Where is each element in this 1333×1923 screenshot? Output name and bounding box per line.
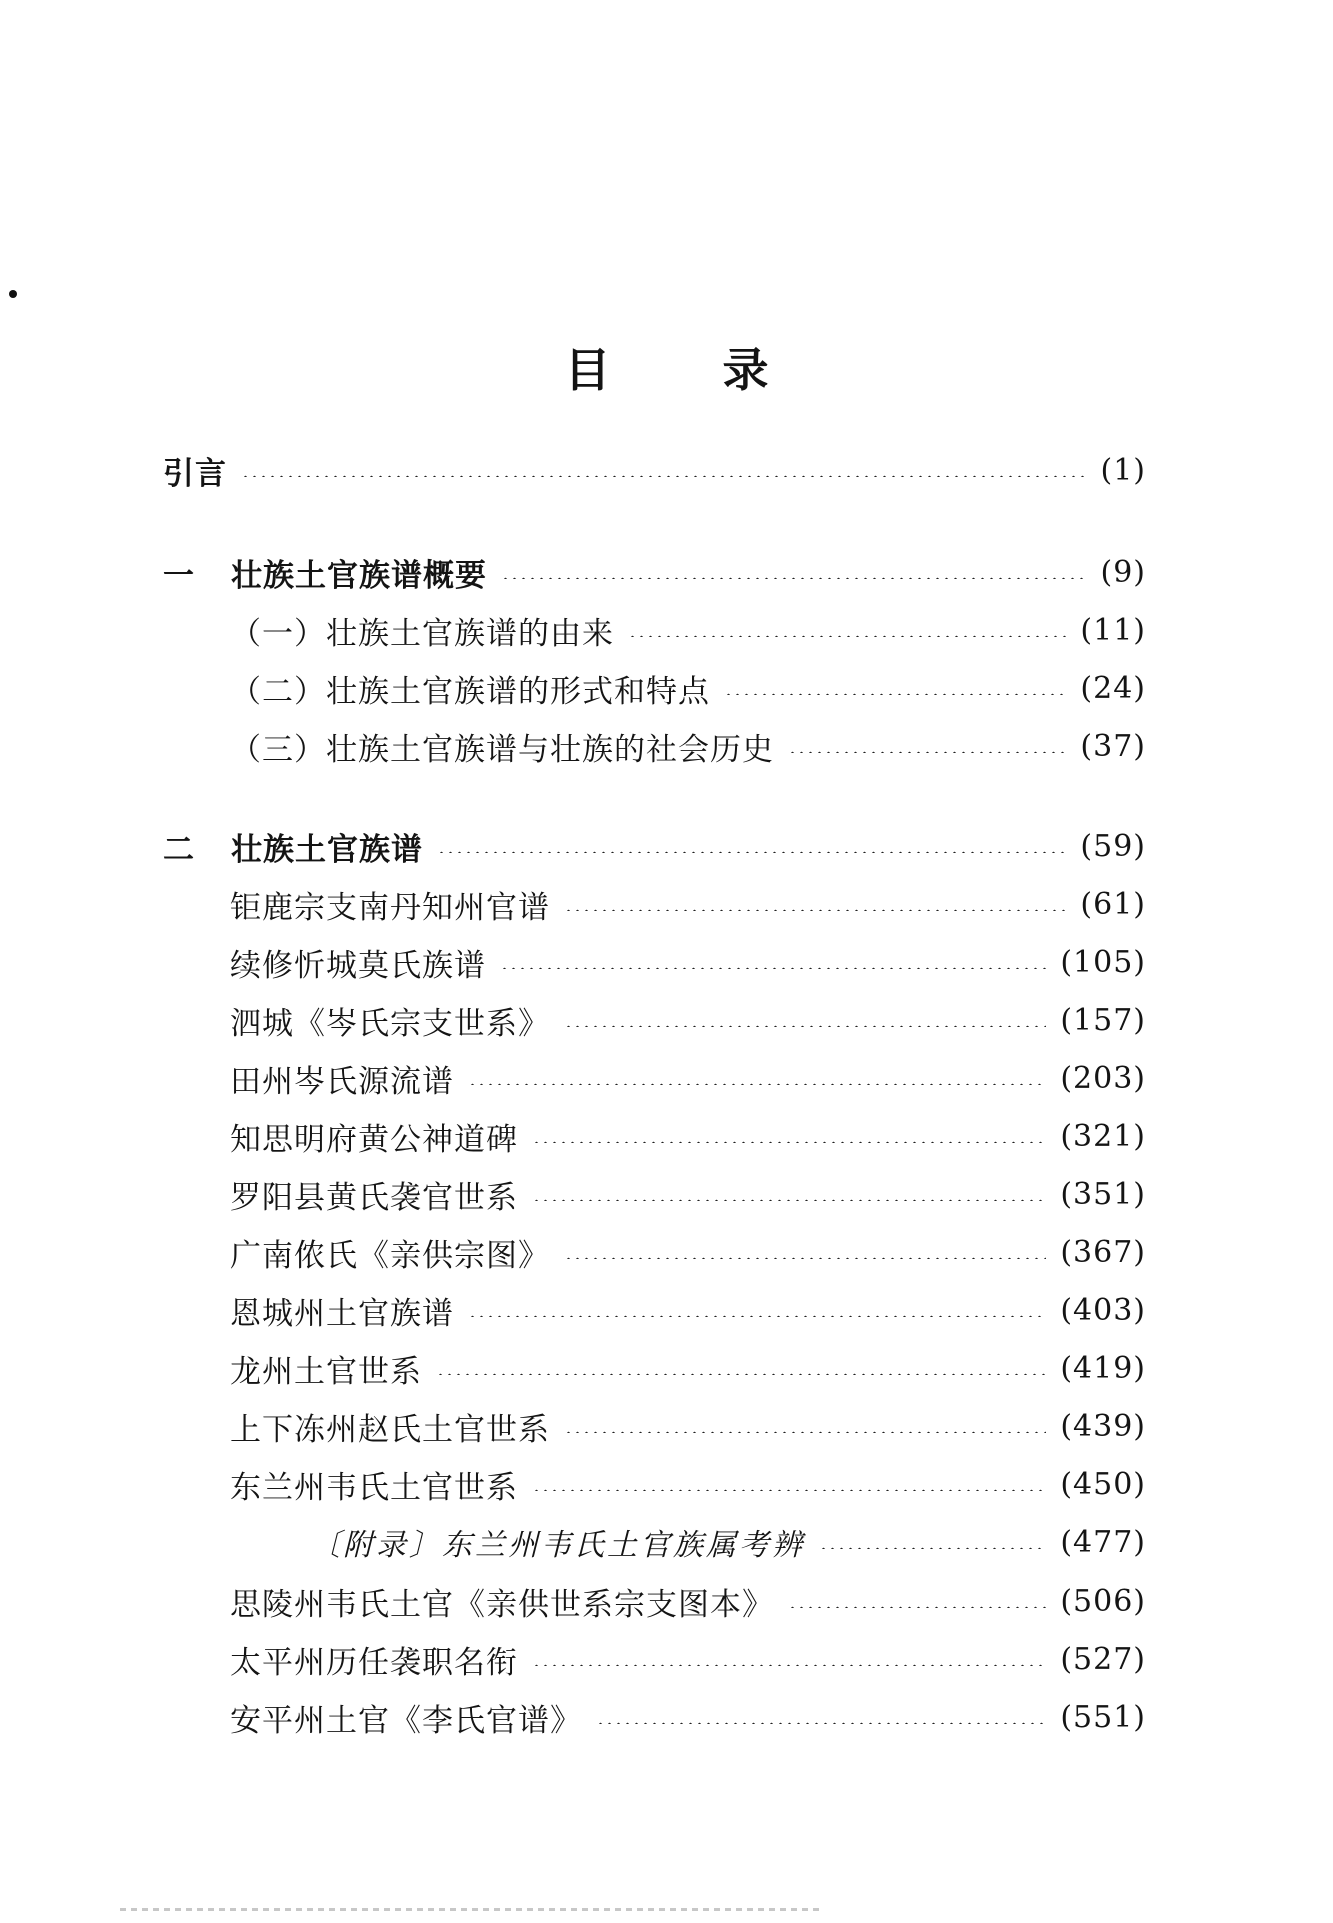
toc-label: 上下冻州赵氏土官世系 [230, 1411, 550, 1448]
toc-label: （三）壮族土官族谱与壮族的社会历史 [230, 731, 774, 768]
toc-entry[interactable] [230, 937, 1146, 987]
toc-entry[interactable] [230, 1401, 1146, 1451]
toc-label: 罗阳县黄氏袭官世系 [230, 1179, 518, 1216]
chapter-number: 一 [163, 557, 194, 594]
toc-page-number: (477) [1060, 1524, 1146, 1560]
toc-entry[interactable] [230, 879, 1146, 929]
toc-chapter-2[interactable] [163, 821, 1146, 871]
dot-leader [564, 1025, 1046, 1027]
scan-speck [9, 290, 17, 298]
toc-entry[interactable] [230, 1576, 1146, 1626]
dot-leader [724, 693, 1066, 695]
toc-entry[interactable] [230, 1111, 1146, 1161]
toc-entry[interactable] [230, 1343, 1146, 1393]
dot-leader [788, 1606, 1046, 1608]
title-char-right: 录 [722, 343, 769, 397]
toc-page-number: (59) [1080, 828, 1146, 864]
chapter-title: 壮族土官族谱 [231, 831, 423, 868]
toc-label: （二）壮族土官族谱的形式和特点 [230, 673, 710, 710]
dot-leader [788, 751, 1066, 753]
dot-leader [532, 1141, 1046, 1143]
toc-chapter-1[interactable] [163, 547, 1146, 597]
scan-artifact [120, 1908, 820, 1911]
dot-leader [468, 1315, 1046, 1317]
toc-page-number: (157) [1060, 1002, 1146, 1038]
toc-entry[interactable] [230, 721, 1146, 771]
toc-label: 钜鹿宗支南丹知州官谱 [230, 889, 550, 926]
toc-label: 引言 [163, 455, 227, 492]
dot-leader [241, 475, 1087, 477]
toc-entry[interactable] [230, 1634, 1146, 1684]
toc-entry-appendix[interactable] [310, 1517, 1146, 1567]
toc-entry[interactable] [230, 1169, 1146, 1219]
dot-leader [564, 909, 1066, 911]
toc-label: 续修忻城莫氏族谱 [230, 947, 486, 984]
dot-leader [532, 1199, 1046, 1201]
toc-label: 知思明府黄公神道碑 [230, 1121, 518, 1158]
toc-label: 龙州土官世系 [230, 1353, 422, 1390]
toc-page-number: (439) [1060, 1408, 1146, 1444]
toc-label: 泗城《岑氏宗支世系》 [230, 1005, 550, 1042]
toc-page-number: (37) [1080, 728, 1146, 764]
dot-leader [564, 1257, 1046, 1259]
toc-page-number: (11) [1080, 612, 1146, 648]
toc-page-number: (450) [1060, 1466, 1146, 1502]
toc-entry[interactable] [230, 1053, 1146, 1103]
toc-label: 〔附录〕东兰州韦氏土官族属考辨 [310, 1528, 805, 1563]
chapter-title: 壮族土官族谱概要 [231, 557, 487, 594]
toc-page-number: (24) [1080, 670, 1146, 706]
toc-entry[interactable] [230, 663, 1146, 713]
toc-page-number: (61) [1080, 886, 1146, 922]
toc-entry[interactable] [230, 1692, 1146, 1742]
dot-leader [596, 1722, 1046, 1724]
toc-page-number: (527) [1060, 1641, 1146, 1677]
toc-label: 田州岑氏源流谱 [230, 1063, 454, 1100]
toc-page-number: (9) [1100, 554, 1146, 590]
toc-entry[interactable] [230, 995, 1146, 1045]
chapter-number: 二 [163, 831, 194, 868]
dot-leader [468, 1083, 1046, 1085]
dot-leader [564, 1431, 1046, 1433]
dot-leader [532, 1664, 1046, 1666]
dot-leader [532, 1489, 1046, 1491]
toc-page-number: (419) [1060, 1350, 1146, 1386]
toc-label: 安平州土官《李氏官谱》 [230, 1702, 582, 1739]
page-title [0, 335, 1333, 399]
dot-leader [501, 577, 1087, 579]
toc-page-number: (351) [1060, 1176, 1146, 1212]
dot-leader [500, 967, 1046, 969]
toc-label: 恩城州土官族谱 [230, 1295, 454, 1332]
toc-page-number: (367) [1060, 1234, 1146, 1270]
toc-label: 思陵州韦氏土官《亲供世系宗支图本》 [230, 1586, 774, 1623]
toc-page-number: (506) [1060, 1583, 1146, 1619]
toc-page-number: (1) [1100, 452, 1146, 488]
toc-label: 广南侬氏《亲供宗图》 [230, 1237, 550, 1274]
toc-entry[interactable] [230, 1227, 1146, 1277]
toc-page-number: (203) [1060, 1060, 1146, 1096]
title-char-left: 目 [564, 343, 611, 397]
toc-page-number: (105) [1060, 944, 1146, 980]
dot-leader [437, 851, 1066, 853]
toc-entry[interactable] [230, 605, 1146, 655]
toc-label: 东兰州韦氏土官世系 [230, 1469, 518, 1506]
dot-leader [436, 1373, 1046, 1375]
toc-page-number: (551) [1060, 1699, 1146, 1735]
dot-leader [819, 1547, 1046, 1549]
toc-entry[interactable] [230, 1285, 1146, 1335]
toc-entry[interactable] [230, 1459, 1146, 1509]
dot-leader [628, 635, 1066, 637]
toc-label: 太平州历任袭职名衔 [230, 1644, 518, 1681]
toc-page-number: (321) [1060, 1118, 1146, 1154]
toc-entry-intro[interactable] [163, 445, 1146, 495]
toc-label: （一）壮族土官族谱的由来 [230, 615, 614, 652]
toc-page-number: (403) [1060, 1292, 1146, 1328]
